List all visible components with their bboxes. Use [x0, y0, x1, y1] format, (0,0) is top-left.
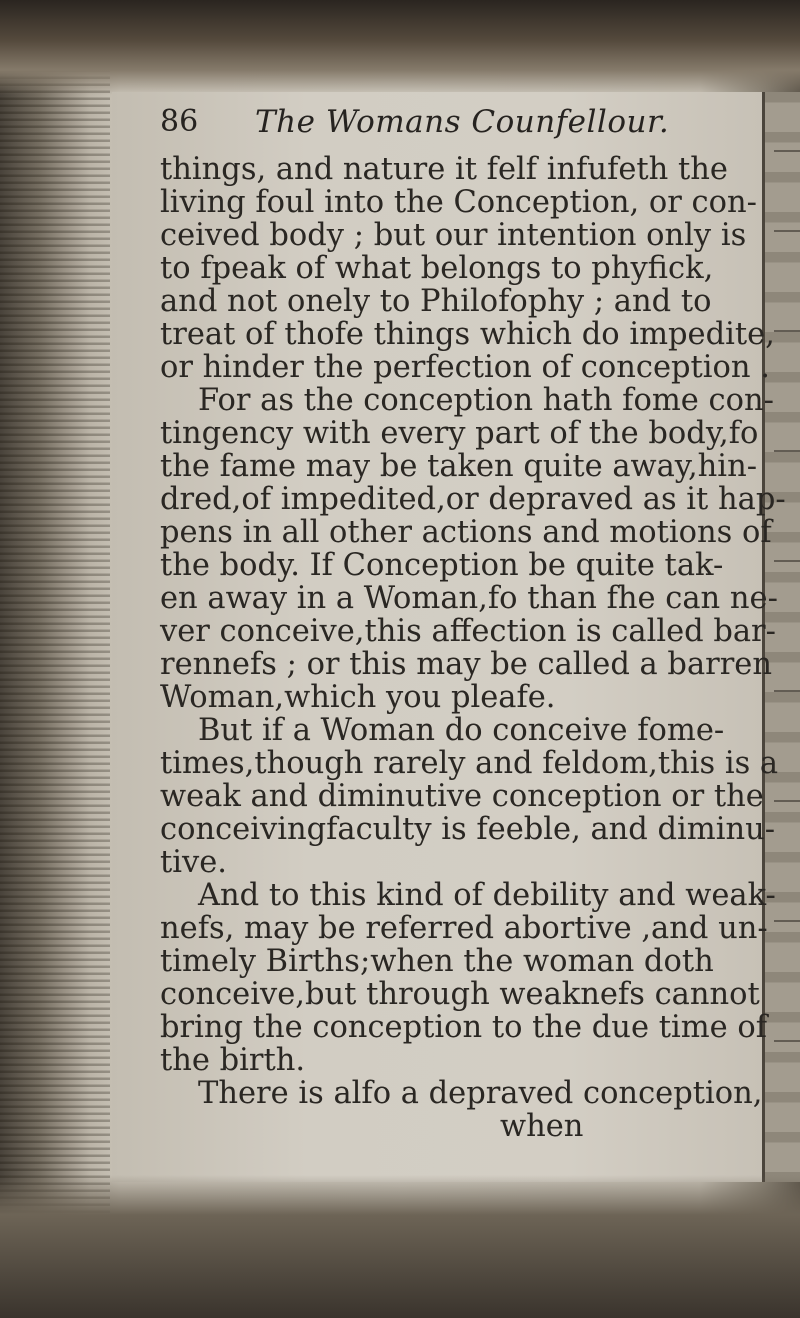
text-line: en away in a Woman,fo than fhe can ne- [160, 581, 778, 616]
text-line: weak and diminutive conception or the [160, 779, 764, 814]
text-line: And to this kind of debility and weak- [198, 878, 776, 913]
page-top-shadow [0, 0, 800, 95]
text-line: treat of thofe things which do impedite, [160, 317, 775, 352]
facing-page-edge [0, 0, 110, 1318]
text-line: ceived body ; but our intention only is [160, 218, 747, 253]
text-line: dred,of impedited,or depraved as it hap- [160, 482, 786, 517]
text-line: For as the conception hath fome con- [198, 383, 774, 418]
bleed-mark [774, 150, 800, 152]
text-line: timely Births;when the woman doth [160, 944, 714, 979]
page-bottom-shadow [0, 1175, 800, 1318]
text-line: But if a Woman do conceive fome- [198, 713, 725, 748]
text-line: pens in all other actions and motions of [160, 515, 772, 550]
text-line: and not onely to Philofophy ; and to [160, 284, 712, 319]
text-line: the birth. [160, 1043, 306, 1078]
bleed-mark [774, 330, 800, 332]
bleed-mark [774, 920, 800, 922]
bleed-mark [774, 230, 800, 232]
text-line: ver conceive,this affection is called bar- [160, 614, 776, 649]
text-line: bring the conception to the due time of [160, 1010, 768, 1045]
text-line: There is alfo a depraved conception, [198, 1076, 763, 1111]
text-line: the body. If Conception be quite tak- [160, 548, 724, 583]
text-line: things, and nature it felf infufeth the [160, 152, 728, 187]
text-line: living foul into the Conception, or con- [160, 185, 757, 220]
text-line: or hinder the perfection of conception . [160, 350, 770, 385]
text-line: tive. [160, 845, 227, 880]
text-line: rennefs ; or this may be called a barren [160, 647, 772, 682]
text-line: tingency with every part of the body,fo [160, 416, 759, 451]
page-number: 86 [160, 104, 199, 139]
running-title: The Womans Counfellour. [255, 104, 670, 140]
text-line: Woman,which you pleafe. [160, 680, 556, 715]
text-line: conceive,but through weaknefs cannot [160, 977, 760, 1012]
bleed-mark [774, 1040, 800, 1042]
bleed-mark [774, 800, 800, 802]
bleed-mark [774, 560, 800, 562]
text-line: nefs, may be referred abortive ,and un- [160, 911, 768, 946]
text-line: to fpeak of what belongs to phyfick, [160, 251, 714, 286]
bleed-mark [774, 450, 800, 452]
text-line: times,though rarely and feldom,this is a [160, 746, 779, 781]
text-line: conceivingfaculty is feeble, and diminu- [160, 812, 776, 847]
text-line: the fame may be taken quite away,hin- [160, 449, 758, 484]
catchword: when [500, 1109, 584, 1144]
bleed-mark [774, 690, 800, 692]
